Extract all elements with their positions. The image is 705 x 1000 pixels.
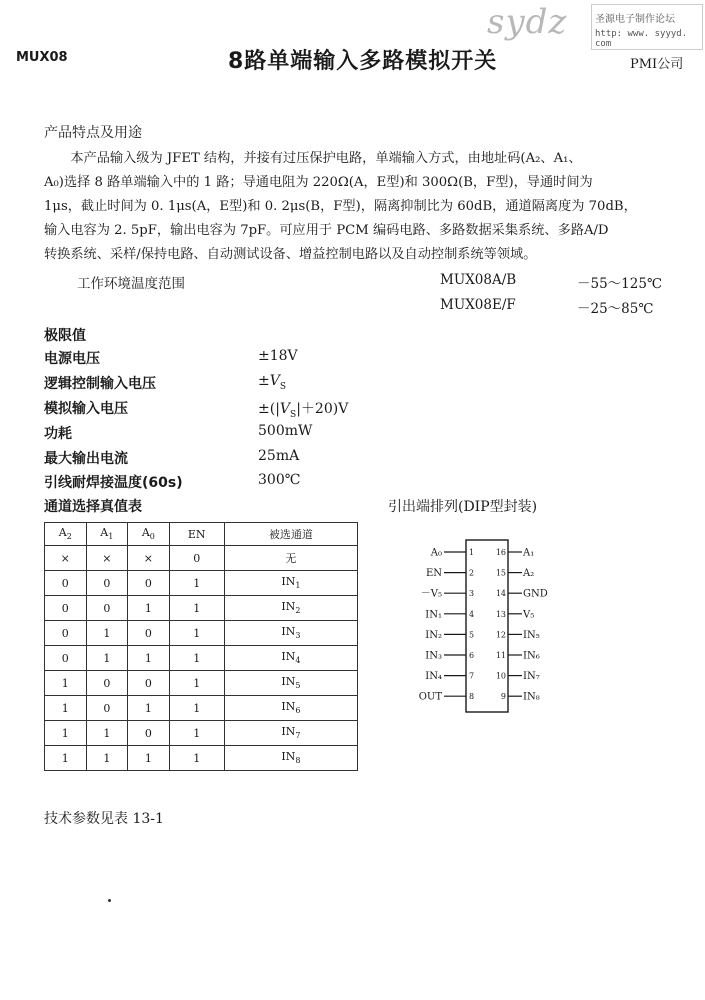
pin-name: A₂ [523,568,535,580]
chip-body [466,540,508,712]
table-cell: 1 [169,646,224,671]
watermark [487,2,703,50]
watermark-logo: sydz [487,2,568,42]
paragraph-line: 输入电容为 2. 5pF，输出电容为 7pF。可应用于 PCM 编码电路、多路数据采集系统、多路A/D [44,223,609,238]
limit-value: 500mW [258,423,313,439]
table-cell: 0 [128,621,170,646]
pin-name: －V₅ [420,588,442,600]
table-cell: 1 [45,696,87,721]
pin-name: V₅ [523,609,535,621]
table-cell: 0 [86,571,128,596]
pin-number: 5 [469,630,475,640]
pin-number: 9 [500,692,506,702]
pin-name: GND [523,588,548,600]
pin-number: 14 [495,589,506,599]
table-row [45,721,358,746]
limit-value: $\pm(|V_S|+20)V$ [258,401,349,420]
pin-name: IN₅ [523,629,540,641]
table-cell: 1 [169,746,224,771]
table-cell: 1 [45,671,87,696]
table-cell: 0 [86,596,128,621]
pin-number: 6 [469,651,475,660]
pin-name: IN₄ [425,671,442,683]
table-cell: × [86,546,128,571]
table-cell: 0 [45,621,87,646]
pin-number: 7 [469,671,475,681]
table-cell: 0 [128,671,170,696]
limit-value: ±18V [258,348,298,364]
pin-name: EN [425,568,442,580]
watermark-site-name: 圣源电子制作论坛 [595,14,675,25]
truth-table [44,522,358,771]
table-cell: 1 [169,671,224,696]
pin-group [419,548,548,703]
table-cell: 1 [169,621,224,646]
table-cell: 1 [86,621,128,646]
limit-label: 功耗 [44,426,72,442]
paragraph-line: 本产品输入级为 JFET 结构，并接有过压保护电路，单端输入方式，由地址码(A₂、A₁、 [44,151,582,166]
temp-range: －25～85℃ [577,301,654,317]
table-cell: 0 [45,646,87,671]
table-row [45,646,358,671]
footnote: 技术参数见表 13-1 [44,811,164,827]
dip-pinout-diagram [398,536,638,716]
paragraph-line: A₀)选择 8 路单端输入中的 1 路；导通电阻为 220Ω(A，E型)和 300Ω(B，F型)，导通时间为 [44,175,593,190]
table-cell: 1 [169,721,224,746]
table-cell: 1 [169,571,224,596]
table-header-row [45,523,358,546]
temp-range-label: 工作环境温度范围 [77,276,185,292]
table-row [45,746,358,771]
truth-table-body [45,546,358,771]
limit-label: 最大输出电流 [44,451,128,467]
pin-name: IN₆ [523,650,540,662]
limit-label: 引线耐焊接温度(60s) [44,475,183,491]
pin-name: IN₃ [425,650,442,662]
temp-range: －55～125℃ [577,276,663,292]
table-cell: $IN_8$ [224,746,357,771]
pin-name: IN₇ [523,671,540,683]
pin-number: 2 [469,568,475,578]
vendor: PMI公司 [630,57,684,72]
table-cell: 0 [128,721,170,746]
table-cell: 1 [169,596,224,621]
pin-number: 8 [469,692,475,702]
speck [108,899,111,902]
pin-name: A₀ [430,547,442,559]
table-cell: 0 [86,671,128,696]
table-cell: 无 [224,546,357,571]
table-cell: 1 [45,721,87,746]
limit-value: 300℃ [258,472,301,488]
table-row [45,571,358,596]
table-row [45,546,358,571]
table-cell: $IN_4$ [224,646,357,671]
table-row [45,596,358,621]
table-cell: 0 [169,546,224,571]
limit-label: 模拟输入电压 [44,401,128,417]
pin-number: 10 [495,671,506,681]
table-cell: 1 [128,696,170,721]
table-row [45,671,358,696]
table-cell: 1 [86,646,128,671]
pin-name: OUT [418,691,442,703]
table-row [45,696,358,721]
table-cell: 1 [128,746,170,771]
pin-number: 13 [495,609,506,619]
pin-number: 16 [495,548,506,557]
pin-name: IN₁ [425,609,442,621]
column-header: $A_2$ [45,523,87,546]
table-cell: 1 [169,696,224,721]
table-cell: 1 [45,746,87,771]
table-cell: 1 [128,596,170,621]
table-cell: $IN_7$ [224,721,357,746]
column-header: EN [169,523,224,546]
pin-name: IN₂ [425,629,442,641]
table-cell: 1 [86,746,128,771]
table-cell: 1 [86,721,128,746]
paragraph-line: 1μs，截止时间为 0. 1μs(A，E型)和 0. 2μs(B，F型)，隔离抑制比为 60dB，通道隔离度为 70dB， [44,199,637,214]
table-cell: $IN_3$ [224,621,357,646]
features-paragraph [44,147,704,267]
table-cell: $IN_1$ [224,571,357,596]
limit-label: 逻辑控制输入电压 [44,376,156,392]
table-cell: 0 [86,696,128,721]
column-header: 被选通道 [224,523,357,546]
limit-value: 25mA [258,448,300,464]
pin-number: 1 [469,548,475,557]
temp-model: MUX08E/F [440,297,516,313]
pin-name: A₁ [523,547,535,559]
pin-number: 11 [495,651,506,660]
truth-table-heading: 通道选择真值表 [44,499,142,515]
limits-heading: 极限值 [44,328,86,344]
table-cell: $IN_2$ [224,596,357,621]
limit-label: 电源电压 [44,351,100,367]
table-cell: 0 [45,596,87,621]
limit-value: $\pm V_S$ [258,373,287,392]
page-title: 8路单端输入多路模拟开关 [228,49,498,74]
watermark-url: http: www. syyyd. com [595,29,688,49]
column-header: $A_0$ [128,523,170,546]
table-cell: × [45,546,87,571]
features-heading: 产品特点及用途 [44,125,142,141]
table-cell: 0 [45,571,87,596]
table-cell: $IN_5$ [224,671,357,696]
column-header: $A_1$ [86,523,128,546]
table-row [45,621,358,646]
table-cell: 0 [128,571,170,596]
temp-model: MUX08A/B [440,272,517,288]
table-cell: × [128,546,170,571]
pin-number: 15 [495,568,506,578]
table-cell: $IN_6$ [224,696,357,721]
pin-name: IN₈ [523,691,540,703]
pin-number: 12 [495,630,506,640]
pin-number: 3 [469,589,475,599]
pinout-heading: 引出端排列(DIP型封装) [388,499,538,515]
table-cell: 1 [128,646,170,671]
pin-number: 4 [469,609,475,619]
paragraph-line: 转换系统、采样/保持电路、自动测试设备、增益控制电路以及自动控制系统等领域。 [44,247,537,262]
part-code: MUX08 [16,50,68,65]
